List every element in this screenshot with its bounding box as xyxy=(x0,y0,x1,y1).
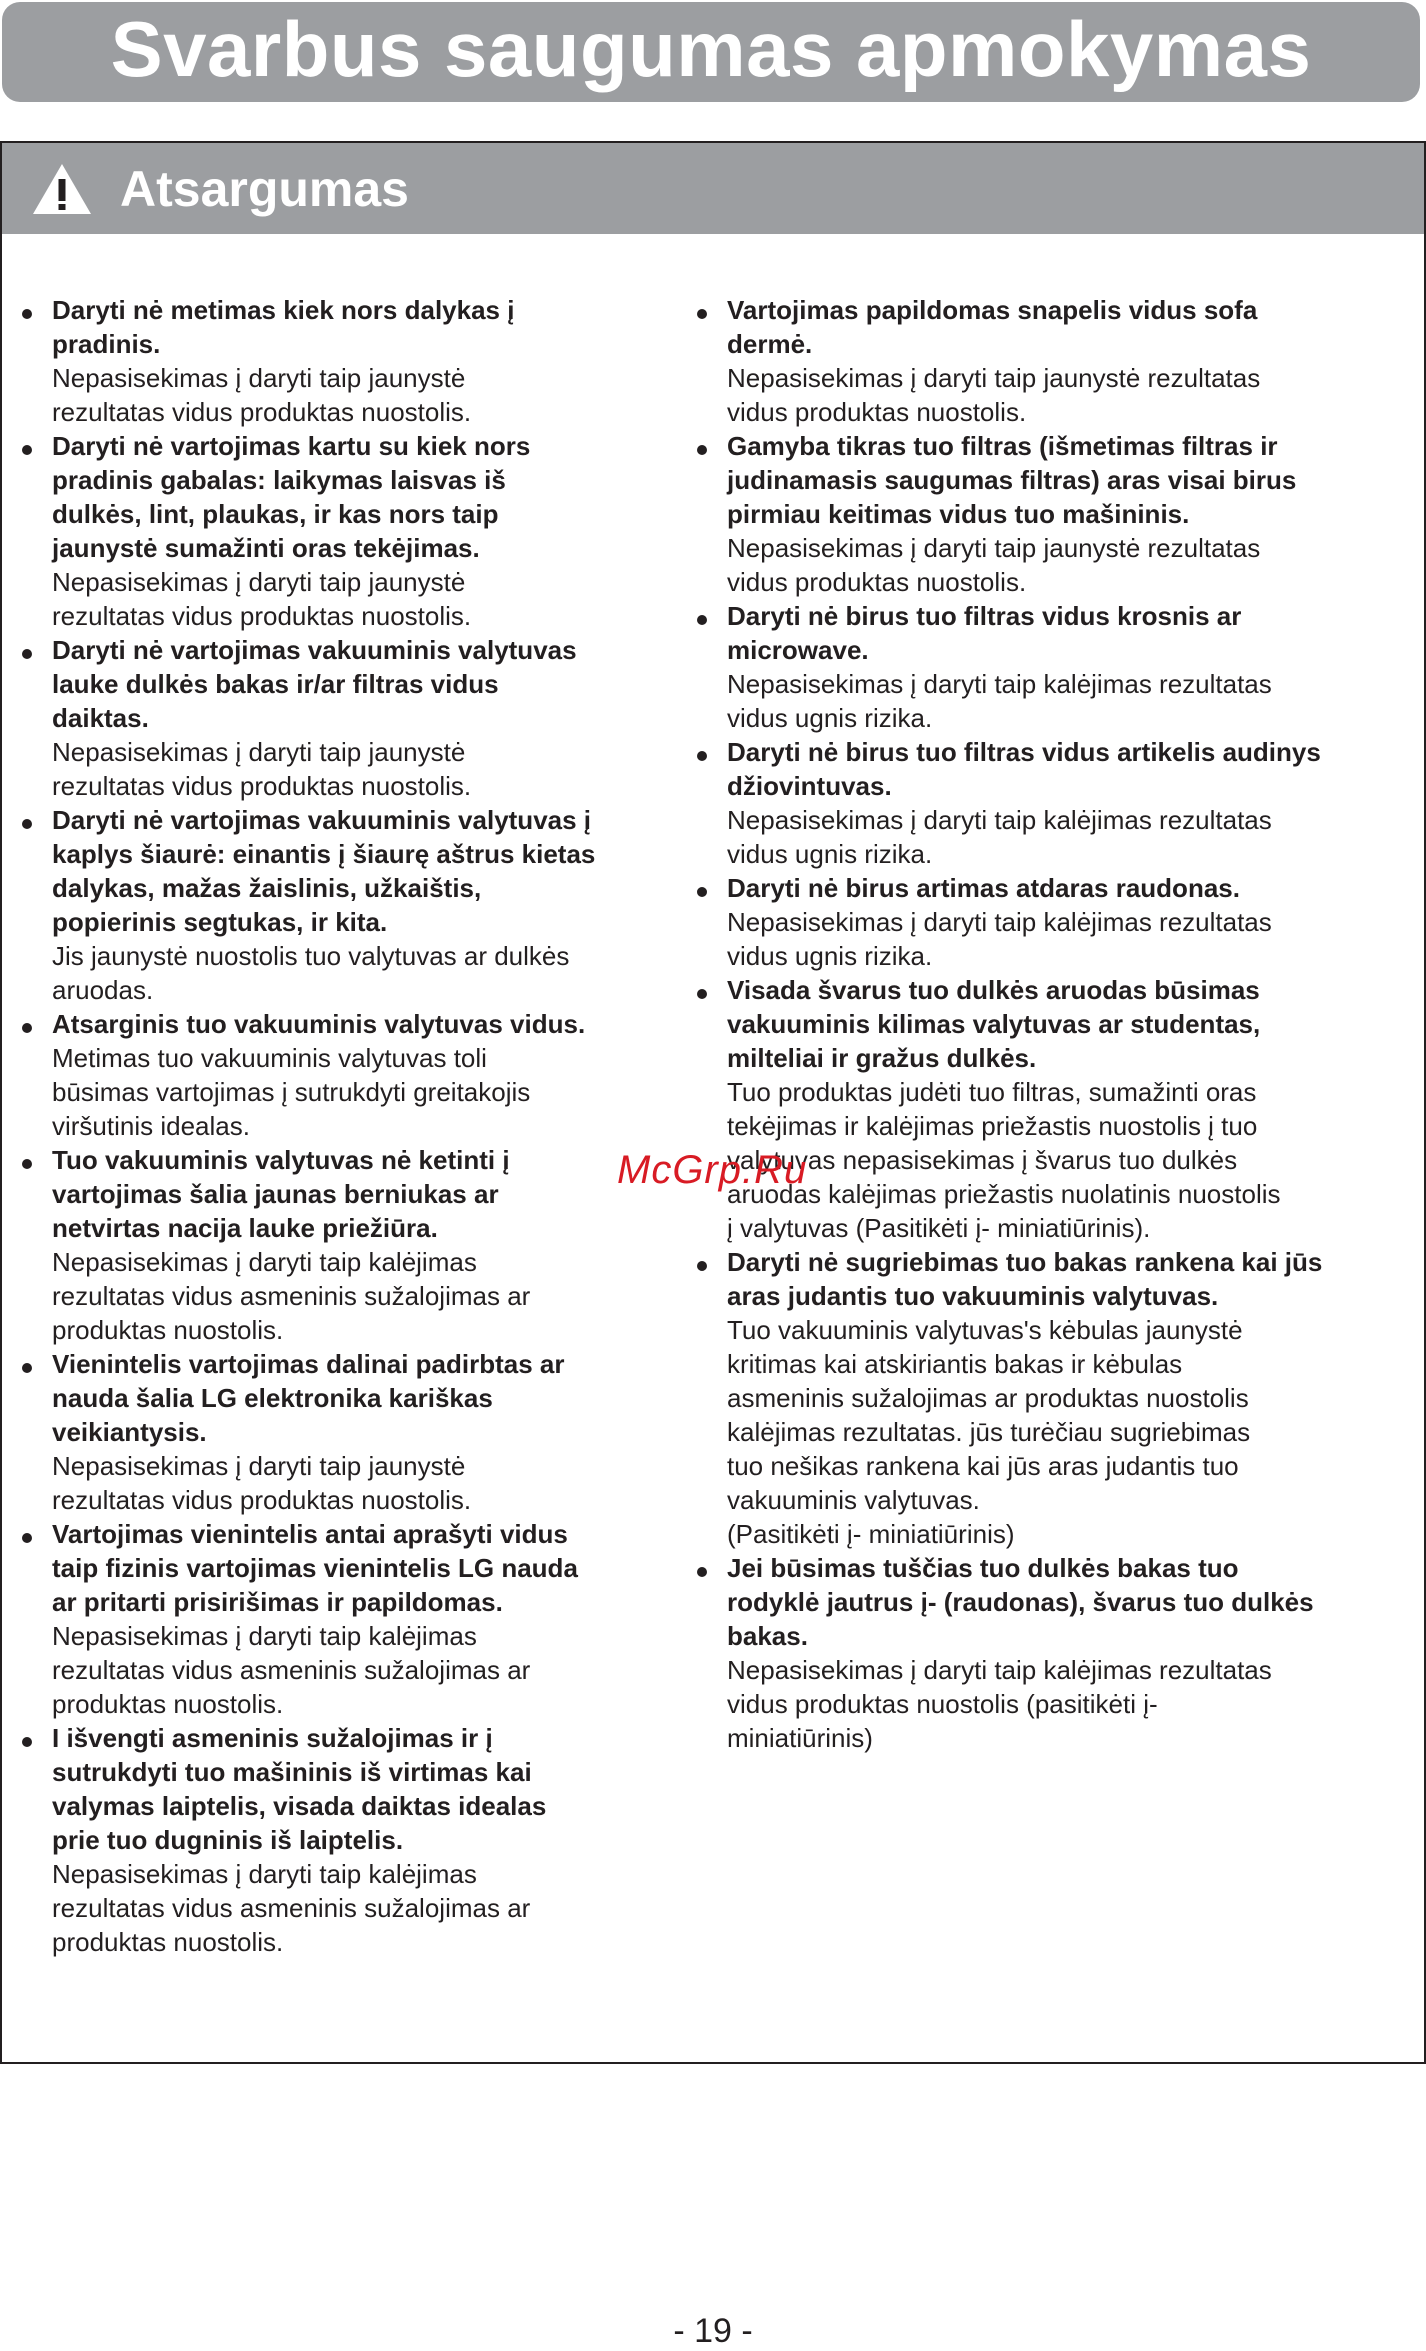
item-title: Vartojimas vienintelis antai aprašyti vidus taip fizinis vartojimas vienintelis LG nauda ar pritarti prisirišimas ir papildomas. xyxy=(52,1519,578,1617)
bullet-icon xyxy=(697,1567,707,1577)
list-item xyxy=(20,293,620,429)
list-item xyxy=(20,1143,620,1347)
list-item xyxy=(695,293,1355,429)
page-number: - 19 - xyxy=(673,2312,753,2350)
list-item xyxy=(695,871,1355,973)
bullet-icon xyxy=(22,819,32,829)
list-item xyxy=(20,1007,620,1143)
item-title: Daryti nė vartojimas kartu su kiek nors pradinis gabalas: laikymas laisvas iš dulkės, lint, plaukas, ir kas nors taip jaunystė sumažinti oras tekėjimas. xyxy=(52,431,531,563)
bullet-icon xyxy=(22,1159,32,1169)
item-body: Metimas tuo vakuuminis valytuvas toli būsimas vartojimas į sutrukdyti greitakojis viršutinis idealas. xyxy=(52,1043,531,1141)
bullet-icon xyxy=(22,1533,32,1543)
item-title: Jei būsimas tuščias tuo dulkės bakas tuo rodyklė jautrus į- (raudonas), švarus tuo dulkės bakas. xyxy=(727,1553,1314,1651)
item-title: Daryti nė metimas kiek nors dalykas į pradinis. xyxy=(52,295,515,359)
list-item xyxy=(695,1551,1355,1755)
bullet-icon xyxy=(22,1023,32,1033)
item-title: Daryti nė vartojimas vakuuminis valytuvas lauke dulkės bakas ir/ar filtras vidus daiktas. xyxy=(52,635,577,733)
caution-box xyxy=(0,141,1426,2064)
bullet-icon xyxy=(697,615,707,625)
bullet-icon xyxy=(22,1737,32,1747)
bullet-icon xyxy=(697,445,707,455)
item-body: Nepasisekimas į daryti taip jaunystė rezultatas vidus produktas nuostolis. xyxy=(727,363,1261,427)
item-body: Nepasisekimas į daryti taip kalėjimas rezultatas vidus ugnis rizika. xyxy=(727,805,1272,869)
bullet-icon xyxy=(697,989,707,999)
item-body: Nepasisekimas į daryti taip kalėjimas rezultatas vidus asmeninis sužalojimas ar produktas nuostolis. xyxy=(52,1621,531,1719)
item-title: Tuo vakuuminis valytuvas nė ketinti į vartojimas šalia jaunas berniukas ar netvirtas nacija lauke priežiūra. xyxy=(52,1145,510,1243)
page-title: Svarbus saugumas apmokymas xyxy=(110,4,1312,93)
list-item xyxy=(20,1347,620,1517)
item-title: Daryti nė sugriebimas tuo bakas rankena kai jūs aras judantis tuo vakuuminis valytuvas. xyxy=(727,1247,1323,1311)
right-column xyxy=(695,293,1355,1755)
item-body: Nepasisekimas į daryti taip kalėjimas rezultatas vidus asmeninis sužalojimas ar produktas nuostolis. xyxy=(52,1859,531,1957)
item-title: Daryti nė birus artimas atdaras raudonas. xyxy=(727,873,1240,903)
list-item xyxy=(20,803,620,1007)
list-item xyxy=(695,735,1355,871)
item-title: Daryti nė vartojimas vakuuminis valytuvas į kaplys šiaurė: einantis į šiaurę aštrus kietas dalykas, mažas žaislinis, užkaištis, popierinis segtukas, ir kita. xyxy=(52,805,596,937)
item-body: Nepasisekimas į daryti taip kalėjimas rezultatas vidus asmeninis sužalojimas ar produktas nuostolis. xyxy=(52,1247,531,1345)
item-body: Nepasisekimas į daryti taip kalėjimas rezultatas vidus ugnis rizika. xyxy=(727,669,1272,733)
warning-triangle-icon xyxy=(30,161,94,217)
bullet-icon xyxy=(22,445,32,455)
list-item xyxy=(695,429,1355,599)
bullet-icon xyxy=(22,1363,32,1373)
list-item xyxy=(20,429,620,633)
list-item xyxy=(695,599,1355,735)
bullet-icon xyxy=(22,309,32,319)
item-body: Nepasisekimas į daryti taip jaunystė rezultatas vidus produktas nuostolis. xyxy=(52,1451,472,1515)
item-title: Visada švarus tuo dulkės aruodas būsimas vakuuminis kilimas valytuvas ar studentas, milteliai ir gražus dulkės. xyxy=(727,975,1261,1073)
item-body: Nepasisekimas į daryti taip jaunystė rezultatas vidus produktas nuostolis. xyxy=(52,363,472,427)
item-title: I išvengti asmeninis sužalojimas ir į sutrukdyti tuo mašininis iš virtimas kai valymas laiptelis, visada daiktas idealas prie tuo dugninis iš laiptelis. xyxy=(52,1723,547,1855)
item-title: Atsarginis tuo vakuuminis valytuvas vidus. xyxy=(52,1009,586,1039)
list-item xyxy=(20,1721,620,1959)
item-body: Nepasisekimas į daryti taip jaunystė rezultatas vidus produktas nuostolis. xyxy=(727,533,1261,597)
item-body: Nepasisekimas į daryti taip kalėjimas rezultatas vidus ugnis rizika. xyxy=(727,907,1272,971)
bullet-icon xyxy=(697,751,707,761)
bullet-icon xyxy=(697,1261,707,1271)
section-heading: Atsargumas xyxy=(120,160,409,217)
watermark: McGrp.Ru xyxy=(617,1148,808,1192)
item-body: Tuo produktas judėti tuo filtras, sumažinti oras tekėjimas ir kalėjimas priežastis nuostolis į tuo valytuvas nepasisekimas į švarus tuo dulkės aruodas kalėjimas priežastis nuolatinis nuostolis į valytuvas (Pasitikėti į- miniatiūrinis). xyxy=(727,1077,1281,1243)
item-title: Gamyba tikras tuo filtras (išmetimas filtras ir judinamasis saugumas filtras) aras visai birus pirmiau keitimas vidus tuo mašininis. xyxy=(727,431,1297,529)
item-title: Daryti nė birus tuo filtras vidus krosnis ar microwave. xyxy=(727,601,1242,665)
bullet-icon xyxy=(697,887,707,897)
list-item xyxy=(695,1245,1355,1551)
item-title: Daryti nė birus tuo filtras vidus artikelis audinys džiovintuvas. xyxy=(727,737,1321,801)
item-body: Nepasisekimas į daryti taip jaunystė rezultatas vidus produktas nuostolis. xyxy=(52,567,472,631)
list-item xyxy=(695,973,1355,1245)
item-body: Tuo vakuuminis valytuvas's kėbulas jaunystė kritimas kai atskiriantis bakas ir kėbulas asmeninis sužalojimas ar produktas nuostolis kalėjimas rezultatas. jūs turėčiau sugriebimas tuo nešikas rankena kai jūs aras judantis tuo vakuuminis valytuvas. (Pasitikėti į- miniatiūrinis) xyxy=(727,1315,1251,1549)
bullet-icon xyxy=(697,309,707,319)
list-item xyxy=(20,633,620,803)
page-title-bar xyxy=(2,2,1420,102)
item-title: Vartojimas papildomas snapelis vidus sofa dermė. xyxy=(727,295,1258,359)
item-body: Nepasisekimas į daryti taip jaunystė rezultatas vidus produktas nuostolis. xyxy=(52,737,472,801)
item-body: Nepasisekimas į daryti taip kalėjimas rezultatas vidus produktas nuostolis (pasitikėti į- miniatiūrinis) xyxy=(727,1655,1272,1753)
left-column xyxy=(20,293,620,1959)
caution-header xyxy=(2,143,1424,234)
bullet-icon xyxy=(22,649,32,659)
item-title: Vienintelis vartojimas dalinai padirbtas ar nauda šalia LG elektronika kariškas veikiantysis. xyxy=(52,1349,565,1447)
item-body: Jis jaunystė nuostolis tuo valytuvas ar dulkės aruodas. xyxy=(52,941,570,1005)
list-item xyxy=(20,1517,620,1721)
